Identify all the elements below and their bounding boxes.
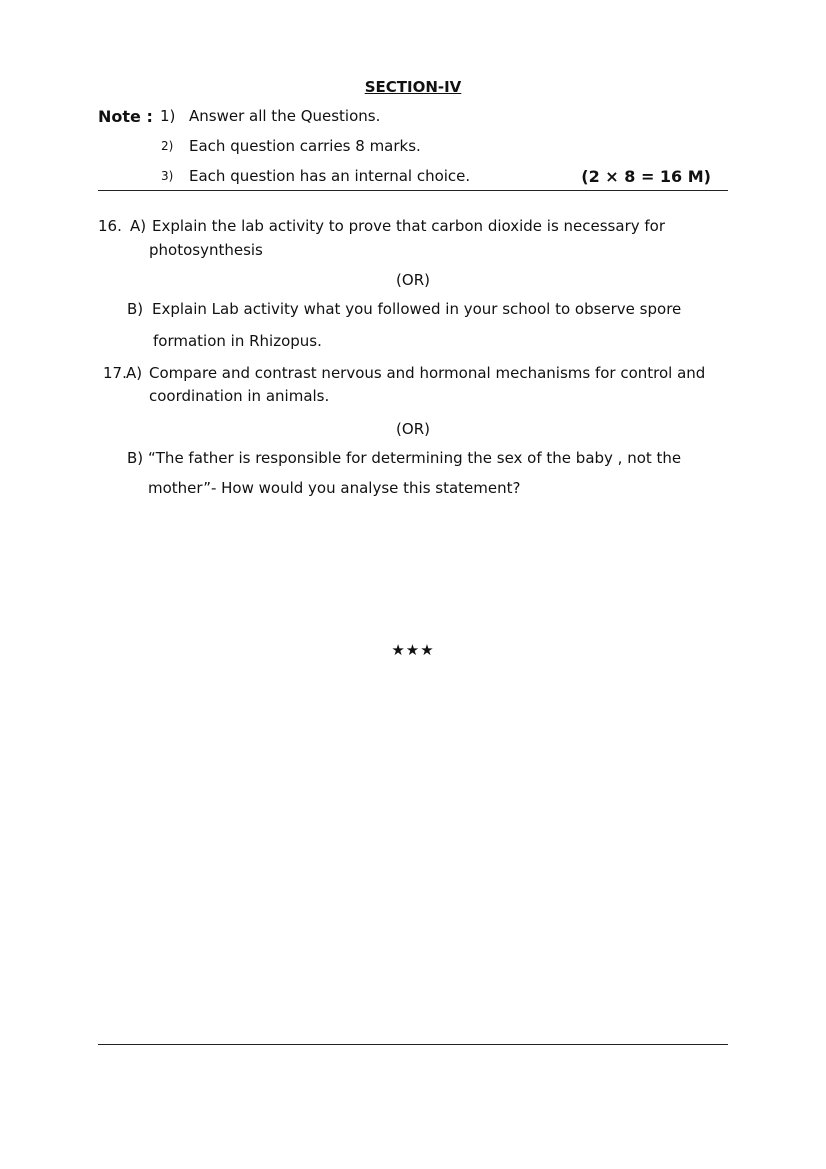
question-17b-text-line1: “The father is responsible for determining the sex of the baby , not the — [148, 449, 682, 467]
header-divider — [98, 190, 728, 191]
question-17b-label: B) — [127, 449, 144, 467]
note-label: Note : — [98, 107, 153, 126]
question-17a-label: A) — [126, 364, 143, 382]
note-item-3-num: 3) — [161, 169, 174, 183]
note-item-1-num: 1) — [160, 107, 176, 125]
question-17b-text-line2: mother”- How would you analyse this statement? — [148, 479, 521, 497]
note-item-2-num: 2) — [161, 139, 174, 153]
question-16b-label: B) — [127, 300, 144, 318]
question-16a-text-line2: photosynthesis — [149, 241, 263, 259]
marks-allocation: (2 × 8 = 16 M) — [581, 167, 711, 186]
question-17-or: (OR) — [396, 420, 430, 438]
question-16b-text-line1: Explain Lab activity what you followed in your school to observe spore — [152, 300, 682, 318]
question-17a-text-line2: coordination in animals. — [149, 387, 330, 405]
question-16-number: 16. — [98, 217, 122, 235]
footer-divider — [98, 1044, 728, 1045]
question-17-number: 17. — [103, 364, 127, 382]
section-title: SECTION-IV — [364, 78, 462, 96]
question-16b-text-line2: formation in Rhizopus. — [153, 332, 322, 350]
end-stars: ★★★ — [391, 641, 435, 659]
question-17a-text-line1: Compare and contrast nervous and hormonal mechanisms for control and — [149, 364, 706, 382]
note-item-1-text: Answer all the Questions. — [189, 107, 381, 125]
question-16a-text-line1: Explain the lab activity to prove that carbon dioxide is necessary for — [152, 217, 666, 235]
question-16-or: (OR) — [396, 271, 430, 289]
note-item-3-text: Each question has an internal choice. — [189, 167, 471, 185]
question-16a-label: A) — [130, 217, 147, 235]
note-item-2-text: Each question carries 8 marks. — [189, 137, 421, 155]
